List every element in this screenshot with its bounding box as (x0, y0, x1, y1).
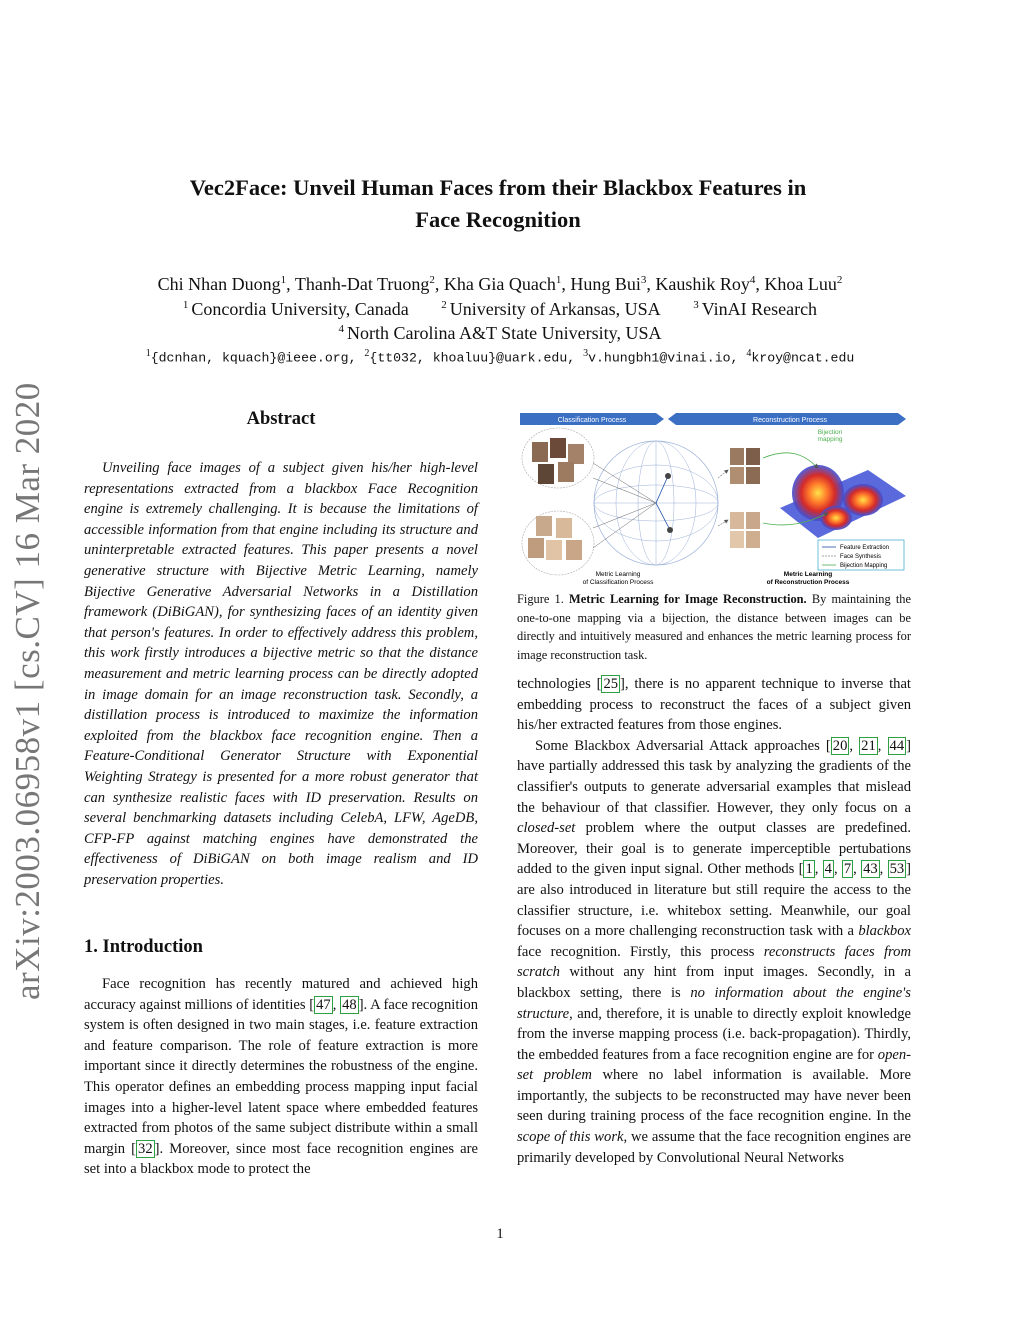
paper-title (130, 172, 866, 236)
affiliations-line-2 (60, 317, 940, 345)
caption-text: By maintaining the one-to-one mapping via a bijection, the distance between images can be directly and intuitively measured and enhances the metric learning process for image reconstruction task. (517, 592, 911, 662)
banner-reconstruction (668, 413, 906, 425)
intro-column-left (84, 974, 478, 1180)
email-sup: 4 (746, 348, 752, 359)
citation-link[interactable]: 32 (138, 1140, 153, 1157)
email: {dcnhan, kquach}@ieee.org, (150, 350, 357, 366)
citation-link[interactable]: 1 (805, 861, 813, 878)
author: Thanh-Dat Truong (294, 274, 430, 294)
citation-link[interactable]: 47 (316, 996, 331, 1013)
citation-link[interactable]: 21 (861, 737, 876, 754)
label-right-2: of Reconstruction Process (766, 579, 850, 586)
emphasis: reconstructs faces from scratch (517, 943, 911, 981)
author-sup: 2 (836, 274, 843, 286)
body-column-right (517, 674, 911, 1168)
author: Kha Gia Quach (443, 274, 556, 294)
author: Chi Nhan Duong (157, 274, 281, 294)
author: Hung Bui (570, 274, 641, 294)
author: Kaushik Roy (655, 274, 750, 294)
face-cluster-top (522, 428, 594, 488)
synth-faces-bottom (730, 512, 760, 548)
caption-label: Figure 1. (517, 592, 564, 606)
caption-title: Metric Learning for Image Reconstruction. (569, 592, 807, 606)
figure-caption (517, 590, 911, 664)
email-sup: 3 (583, 348, 589, 359)
citation-link[interactable]: 48 (342, 996, 357, 1013)
abstract-heading: Abstract (246, 409, 316, 429)
email-list (30, 343, 970, 369)
synth-faces-top (730, 448, 760, 484)
emphasis: no information about the engine's structure (517, 984, 911, 1022)
citation-link[interactable]: 43 (863, 861, 878, 878)
email-sup: 2 (364, 348, 370, 359)
aff-sup: 2 (441, 299, 447, 311)
aff-sup: 3 (693, 299, 699, 311)
citation-link[interactable]: 7 (843, 861, 852, 878)
email: kroy@ncat.edu (751, 350, 855, 366)
intro-paragraph: Face recognition has recently matured and achieved high accuracy against millions of identities [ 47 , 48 ]. A face recognition system is often designed in two main stages, i.e. feature extraction and feature comparison. The role of feature extraction is more important since it directly determines the robustness of the engine. This operator defines an embedding process mapping input facial images into a higher-level latent space where embedded features extracted from photos of the same subject distribute within a small margin [ 32 ]. Moreover, since most face recognition engines are set into a blackbox mode to protect the (84, 976, 479, 1178)
figure-legend (818, 540, 904, 570)
banner-classification (520, 413, 664, 425)
author-sup: 1 (555, 274, 562, 286)
affiliation: University of Arkansas, USA (449, 299, 661, 319)
email: {tt032, khoaluu}@uark.edu, (369, 350, 576, 366)
email: v.hungbh1@vinai.io, (588, 350, 739, 366)
aff-sup: 1 (182, 299, 189, 311)
affiliation: Concordia University, Canada (191, 299, 409, 319)
metric-surface (780, 465, 906, 538)
legend-item: Feature Extraction (840, 545, 890, 551)
author: Khoa Luu (764, 274, 837, 294)
citation-link[interactable]: 25 (603, 676, 619, 692)
banner-left-label: Classification Process (557, 417, 627, 424)
title-line-2: Face Recognition (415, 207, 581, 232)
abstract-text: Unveiling face images of a subject given his/her high-level representations extracted from a blackbox Face Recognition engine is extremely challenging. It is because the limitations of accessible information from that engine including its structure and uninterpretable extracted features. This paper presents a novel generative structure with Bijective Metric Learning, namely Bijective Generative Adversarial Networks in a Distillation framework (DiBiGAN), for synthesizing faces of an identity given that person's features. In order to effectively address this problem, this work firstly introduces a bijective metric so that the distance measurement and metric learning process can be directly adopted in image domain for an image reconstruction task. Secondly, a distillation process is introduced to maximize the information exploited from the blackbox face recognition engine. Then a Feature-Conditional Generator Structure with Exponential Weighting Strategy is presented for a more robust generator that can synthesize realistic faces with ID preservation. Results on several benchmarking datasets including CelebA, LFW, AgeDB, CFP-FP against matching engines have demonstrated the effectiveness of DiBiGAN on both image realism and ID preservation properties. (84, 460, 478, 888)
affiliation: North Carolina A&T State University, USA (347, 323, 662, 343)
author-sup: 4 (749, 274, 756, 286)
author-sup: 2 (429, 274, 435, 286)
affiliation: VinAI Research (701, 299, 818, 319)
email-sup: 1 (145, 348, 151, 359)
hypersphere (593, 441, 718, 565)
emphasis: closed-set (517, 820, 576, 837)
banner-right-label: Reconstruction Process (753, 417, 827, 424)
figure-1 (518, 408, 908, 590)
aff-sup: 4 (338, 323, 344, 335)
author-sup: 3 (640, 274, 647, 286)
bijection-label-1: Bijection (817, 429, 843, 436)
label-left-1: Metric Learning (595, 571, 641, 578)
bijection-label-2: mapping (817, 436, 843, 443)
emphasis: scope of this work (517, 1129, 624, 1146)
emphasis: open-set problem (517, 1046, 911, 1084)
emphasis: blackbox (858, 923, 911, 940)
face-cluster-bottom (522, 511, 594, 575)
body-paragraph: Some Blackbox Adversarial Attack approaches [ 20 , 21 , 44 ] have partially addressed this task by analyzing the gradients of the classifier's outputs to generate adversarial examples that mislead the behaviour of that classifier. However, they only focus on a closed-set problem where the output classes are predefined. Moreover, their goal is to generate imperceptible pertubations added to the given input signal. Other methods [ 1 , 4 , 7 , 43 , 53 ] are also introduced in literature but still require the access to the classifier structure, i.e. whitebox setting. Meanwhile, our goal focuses on a more challenging reconstruction task with a blackbox face recognition. Firstly, this process reconstructs faces from scratch without any hint from input images. Secondly, in a blackbox setting, there is no information about the engine's structure, and, therefore, it is unable to directly exploit knowledge from the inverse mapping process (i.e. back-propagation). Thirdly, the embedded features from a face recognition engine are for open-set problem where no label information is available. More importantly, the subjects to be reconstructed may have never been seen during training process of the face recognition engine. In the scope of this work, we assume that the face recognition engines are primarily developed by Convolutional Neural Networks (517, 737, 912, 1166)
citation-link[interactable]: 53 (889, 861, 905, 878)
citation-link[interactable]: 20 (832, 737, 848, 754)
legend-item: Bijection Mapping (840, 563, 888, 569)
author-sup: 1 (280, 274, 287, 286)
page-number: 1 (496, 1226, 504, 1242)
arxiv-id: arXiv:2003.06958v1 [cs.CV] 16 Mar 2020 (8, 382, 47, 1000)
label-left-2: of Classification Process (582, 579, 654, 586)
citation-link[interactable]: 4 (824, 861, 832, 878)
label-right-1: Metric Learning (783, 571, 833, 578)
author-list: Chi Nhan Duong$^1$, Thanh-Dat Truong$^2$, Kha Gia Quach$^1$, Hung Bui$^3$, Kaushik Roy$^4$, Khoa Luu$^2$ (157, 274, 843, 294)
citation-link[interactable]: 44 (889, 737, 905, 754)
title-line-1: Vec2Face: Unveil Human Faces from their Blackbox Features in (189, 175, 807, 200)
legend-item: Face Synthesis (840, 554, 882, 560)
body-paragraph: technologies [ 25 ], there is no apparent technique to inverse that embedding process to reconstruct the faces of a subject given his/her extracted features from those engines. (517, 676, 911, 734)
intro-heading: 1. Introduction (84, 937, 203, 957)
